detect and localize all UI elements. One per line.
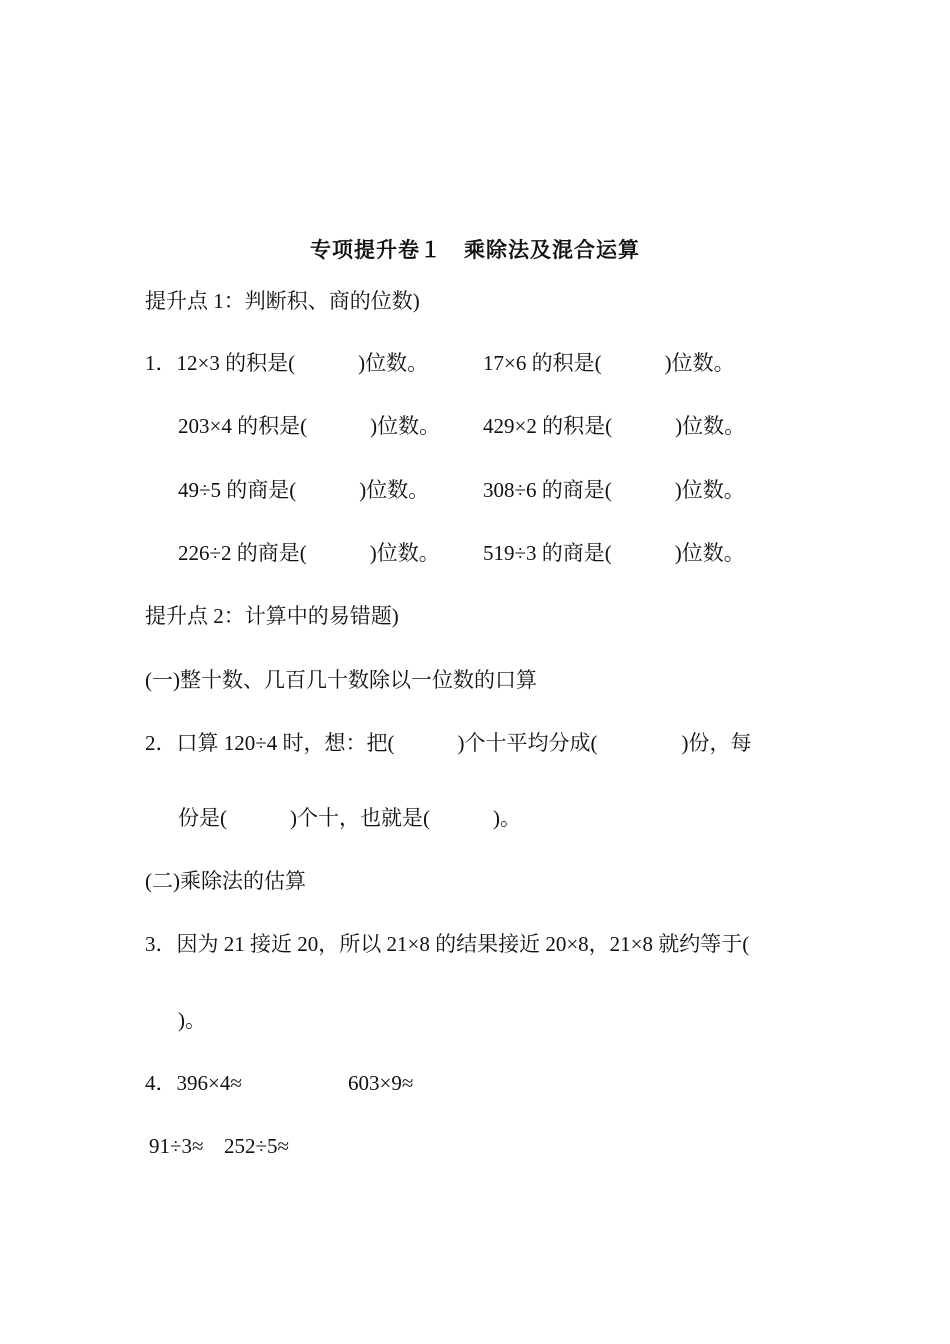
q3-line2: )。 [178, 1008, 206, 1032]
page-title: 专项提升卷１ 乘除法及混合运算 [310, 238, 640, 262]
q4-item-c: 91÷3≈ [149, 1134, 204, 1158]
q4-item-b: 603×9≈ [348, 1071, 414, 1095]
q2-line1: 2．口算 120÷4 时，想：把( )个十平均分成( )份，每 [145, 731, 752, 755]
q4-item-d: 252÷5≈ [224, 1134, 290, 1158]
q1-row3-left: 49÷5 的商是( )位数。 [178, 478, 430, 502]
q2-line2: 份是( )个十，也就是( )。 [178, 806, 521, 830]
subsection-heading-2: (二)乘除法的估算 [145, 869, 306, 893]
subsection-heading-1: (一)整十数、几百几十数除以一位数的口算 [145, 668, 537, 692]
q3-line1: 3．因为 21 接近 20，所以 21×8 的结果接近 20×8，21×8 就约等于( [145, 932, 750, 956]
q1-row2-right: 429×2 的积是( )位数。 [483, 414, 746, 438]
q1-row1-left: 1．12×3 的积是( )位数。 [145, 351, 429, 375]
q1-row2-left: 203×4 的积是( )位数。 [178, 414, 441, 438]
section-heading-point2: 提升点 2：计算中的易错题) [145, 604, 399, 628]
q4-item-a: 4．396×4≈ [145, 1071, 242, 1095]
q1-row4-left: 226÷2 的商是( )位数。 [178, 541, 440, 565]
q1-row3-right: 308÷6 的商是( )位数。 [483, 478, 745, 502]
q1-row1-right: 17×6 的积是( )位数。 [483, 351, 735, 375]
q1-row4-right: 519÷3 的商是( )位数。 [483, 541, 745, 565]
section-heading-point1: 提升点 1：判断积、商的位数) [145, 289, 420, 313]
